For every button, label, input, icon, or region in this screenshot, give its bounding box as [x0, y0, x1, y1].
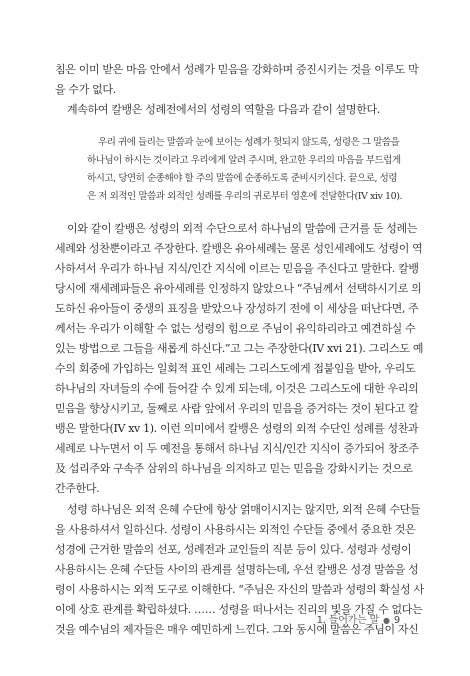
page-footer	[317, 615, 400, 627]
paragraph-4-line-1: 성령 하나님은 외적 은혜 수단에 항상 얽매이시지는 않지만, 외적 은혜 수단들	[67, 503, 421, 516]
paragraph-3-line-1: 이와 같이 칼뱅은 성령의 외적 수단으로서 하나님의 말씀에 근거를 둔 성례는	[67, 222, 418, 235]
page-number: 9	[393, 615, 400, 626]
paragraph-3-line-11: 뱅은 말한다(IV xv 1). 이런 의미에서 칼뱅은 성령의 외적 수단인 성례를 성찬과	[55, 422, 419, 435]
paragraph-3-line-2: 세례와 성찬뿐이라고 주장한다. 칼뱅은 유아세례는 물론 성인세례에도 성령이 역	[55, 242, 423, 255]
quote-line-2: 하나님이 하시는 것이라고 우리에게 알려 주시며, 완고한 우리의 마음을 부드럽게	[87, 155, 401, 166]
paragraph-4-line-5: 령이 사용하시는 외적 도구로 이해한다. “주님은 자신의 말씀과 성령의 확실성 사	[55, 583, 424, 596]
paragraph-3-line-12: 세례로 나누면서 이 두 예전을 통해서 하나님 지식/인간 지식이 증가되어 창조주	[55, 442, 419, 455]
paragraph-4-line-2: 을 사용하셔서 일하신다. 성령이 사용하시는 외적인 수단들 중에서 중요한 것은	[55, 523, 416, 536]
paragraph-3-line-7: 있는 방법으로 그들을 새롭게 하신다.”고 그는 주장한다(IV xvi 21). 그리스도 예	[55, 342, 424, 355]
paragraph-3-line-14: 간주한다.	[55, 482, 100, 495]
paragraph-3-line-13: 及 섭리주와 구속주 삼위의 하나님을 의지하고 믿는 믿음을 강화시키는 것으로	[55, 462, 413, 475]
paragraph-3-line-9: 하나님의 자녀들의 수에 들어갈 수 있게 되는데, 이것은 그리스도에 대한 우리의	[55, 382, 419, 395]
quote-line-4: 은 저 외적인 말씀과 외적인 성례를 우리의 귀로부터 영혼에 전달한다(IV xiv 10).	[87, 191, 403, 202]
paragraph-1-line-1: 침은 이미 받은 마음 안에서 성례가 믿음을 강화하며 증진시키는 것을 이루도 막	[55, 63, 419, 76]
paragraph-3-line-8: 수의 회중에 가입하는 일회적 표인 세례는 그리스도에게 접붙임을 받아, 우리도	[55, 362, 416, 375]
quote-line-3: 하시고, 당연히 순종해야 할 주의 말씀에 순종하도록 준비시키신다. 끝으로, 성령	[87, 173, 398, 184]
footer-chapter-label: 1. 들어가는 말	[316, 615, 380, 626]
paragraph-3-line-5: 도하신 유아들이 중생의 표징을 받았으나 장성하기 전에 이 세상을 떠난다면, 주	[55, 302, 419, 315]
quote-line-1: 우리 귀에 들리는 말씀과 눈에 보이는 성례가 헛되지 않도록, 성령은 그 말씀을	[98, 137, 400, 148]
footer-separator-icon: ●	[383, 616, 390, 625]
paragraph-2-line-1: 계속하여 칼뱅은 성례전에서의 성령의 역할을 다음과 같이 설명한다.	[67, 103, 380, 116]
paragraph-4-line-3: 성경에 근거한 말씀의 선포, 성례전과 교인들의 직분 등이 있다. 성령과 성령이	[55, 543, 412, 556]
paragraph-4-line-7: 것을 예수님의 제자들은 매우 예민하게 느낀다. 그와 동시에 말씀은 주님이 자신	[55, 623, 419, 636]
paragraph-1-line-2: 을 수가 없다.	[55, 83, 116, 96]
paragraph-3-line-10: 믿음을 향상시키고, 둘째로 사람 앞에서 우리의 믿음을 증거하는 것이 된다고 칼	[55, 402, 419, 415]
paragraph-3-line-6: 께서는 우리가 이해할 수 없는 성령의 힘으로 주님이 유익하리라고 예견하실 수	[55, 322, 416, 335]
paragraph-3-line-4: 당시에 재세례파들은 유아세례를 인정하지 않았으나 “주님께서 선택하시기로 의	[55, 282, 422, 295]
paragraph-3-line-3: 사하셔서 우리가 하나님 지식/인간 지식에 이르는 믿음을 주신다고 말한다. 칼뱅	[55, 262, 419, 275]
paragraph-4-line-4: 사용하시는 은혜 수단들 사이의 관계를 설명하는데, 우선 칼뱅은 성경 말씀을 성	[55, 563, 419, 576]
paragraph-4-line-6: 이에 상호 관계를 확립하셨다. …… 성령을 떠나서는 진리의 빛을 가질 수 없다는	[55, 603, 423, 616]
